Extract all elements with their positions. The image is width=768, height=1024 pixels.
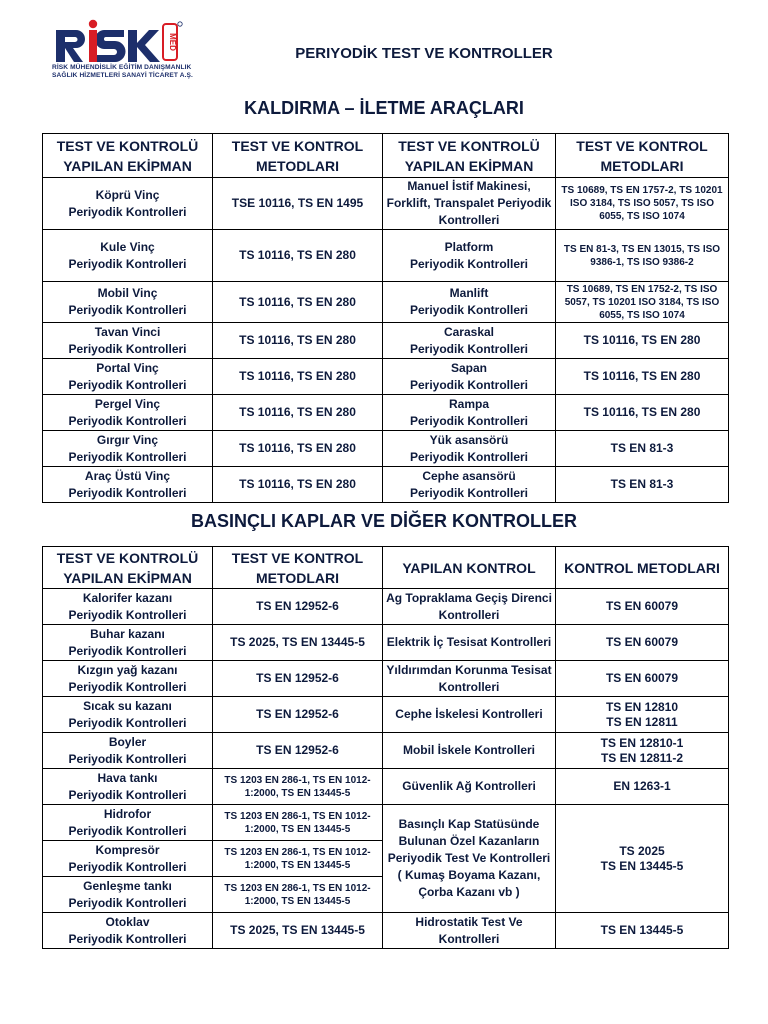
control-method-cell: TS 2025 TS EN 13445-5 [556, 805, 729, 913]
method-cell: TS 2025, TS EN 13445-5 [213, 625, 383, 661]
logo-line-1: RİSK MÜHENDİSLİK EĞİTİM DANIŞMANLIK [52, 64, 192, 71]
control-cell: Ag Topraklama Geçiş Direnci Kontrolleri [383, 589, 556, 625]
equipment-cell: Cephe asansörü Periyodik Kontrolleri [383, 467, 556, 503]
method-cell: TS EN 12952-6 [213, 661, 383, 697]
control-method-cell: TS EN 60079 [556, 625, 729, 661]
header-control-methods: KONTROL METODLARI [556, 547, 729, 589]
control-cell: Basınçlı Kap Statüsünde Bulunan Özel Kazanların Periyodik Test Ve Kontrolleri ( Kumaş Boyama Kazanı, Çorba Kazanı vb ) [383, 805, 556, 913]
equipment-cell: Hava tankı Periyodik Kontrolleri [43, 769, 213, 805]
header-methods: TEST VE KONTROL METODLARI [213, 547, 383, 589]
equipment-cell: Köprü Vinç Periyodik Kontrolleri [43, 178, 213, 230]
table-row [43, 467, 729, 503]
table-row [43, 625, 729, 661]
header-control: YAPILAN KONTROL [383, 547, 556, 589]
control-cell: Hidrostatik Test Ve Kontrolleri [383, 913, 556, 949]
method-cell: TS 2025, TS EN 13445-5 [213, 913, 383, 949]
control-method-cell: TS EN 12810 TS EN 12811 [556, 697, 729, 733]
method-cell: TS 10116, TS EN 280 [213, 230, 383, 282]
equipment-cell: Otoklav Periyodik Kontrolleri [43, 913, 213, 949]
table-row [43, 769, 729, 805]
equipment-cell: Caraskal Periyodik Kontrolleri [383, 323, 556, 359]
method-cell: TS 10689, TS EN 1757-2, TS 10201 ISO 3184, TS ISO 5057, TS ISO 6055, TS ISO 1074 [556, 178, 729, 230]
equipment-cell: Platform Periyodik Kontrolleri [383, 230, 556, 282]
equipment-cell: Hidrofor Periyodik Kontrolleri [43, 805, 213, 841]
header-equipment: TEST VE KONTROLÜ YAPILAN EKİPMAN [43, 134, 213, 178]
pressure-vessels-table [42, 546, 729, 949]
equipment-cell: Sapan Periyodik Kontrolleri [383, 359, 556, 395]
page-title: PERIYODİK TEST VE KONTROLLER [295, 45, 553, 62]
method-cell: TS 10116, TS EN 280 [213, 395, 383, 431]
equipment-cell: Kalorifer kazanı Periyodik Kontrolleri [43, 589, 213, 625]
logo-subtitle [52, 64, 193, 80]
equipment-cell: Portal Vinç Periyodik Kontrolleri [43, 359, 213, 395]
method-cell: TS EN 81-3, TS EN 13015, TS ISO 9386-1, TS ISO 9386-2 [556, 230, 729, 282]
table-header-row [43, 547, 729, 589]
table-row [43, 323, 729, 359]
method-cell: TS 10116, TS EN 280 [556, 323, 729, 359]
table-row [43, 589, 729, 625]
control-method-cell: TS EN 12810-1 TS EN 12811-2 [556, 733, 729, 769]
table-row [43, 805, 729, 841]
table-row [43, 359, 729, 395]
table-row [43, 661, 729, 697]
control-cell: Güvenlik Ağ Kontrolleri [383, 769, 556, 805]
method-cell: TS EN 81-3 [556, 467, 729, 503]
equipment-cell: Araç Üstü Vinç Periyodik Kontrolleri [43, 467, 213, 503]
table-row [43, 178, 729, 230]
method-cell: TS 1203 EN 286-1, TS EN 1012-1:2000, TS EN 13445-5 [213, 805, 383, 841]
method-cell: TS 10689, TS EN 1752-2, TS ISO 5057, TS 10201 ISO 3184, TS ISO 6055, TS ISO 1074 [556, 282, 729, 323]
equipment-cell: Gırgır Vinç Periyodik Kontrolleri [43, 431, 213, 467]
logo-mark-text: MED [168, 33, 177, 51]
section-2-title: BASINÇLI KAPLAR VE DİĞER KONTROLLER [190, 511, 577, 531]
control-cell: Elektrik İç Tesisat Kontrolleri [383, 625, 556, 661]
method-cell: TS 10116, TS EN 280 [556, 395, 729, 431]
table-row [43, 697, 729, 733]
section-1-title: KALDIRMA – İLETME ARAÇLARI [244, 98, 524, 118]
equipment-cell: Rampa Periyodik Kontrolleri [383, 395, 556, 431]
table-row [43, 395, 729, 431]
equipment-cell: Manuel İstif Makinesi, Forklift, Transpalet Periyodik Kontrolleri [383, 178, 556, 230]
table-header-row [43, 134, 729, 178]
control-method-cell: EN 1263-1 [556, 769, 729, 805]
method-cell: TS 10116, TS EN 280 [556, 359, 729, 395]
control-method-cell: TS EN 13445-5 [556, 913, 729, 949]
table-row [43, 230, 729, 282]
header-equipment: TEST VE KONTROLÜ YAPILAN EKİPMAN [383, 134, 556, 178]
method-cell: TS 10116, TS EN 280 [213, 323, 383, 359]
control-method-cell: TS EN 60079 [556, 661, 729, 697]
method-cell: TS 10116, TS EN 280 [213, 431, 383, 467]
method-cell: TS 10116, TS EN 280 [213, 282, 383, 323]
header-equipment: TEST VE KONTROLÜ YAPILAN EKİPMAN [43, 547, 213, 589]
equipment-cell: Kule Vinç Periyodik Kontrolleri [43, 230, 213, 282]
equipment-cell: Manlift Periyodik Kontrolleri [383, 282, 556, 323]
equipment-cell: Genleşme tankı Periyodik Kontrolleri [43, 877, 213, 913]
table-row [43, 282, 729, 323]
table-row [43, 431, 729, 467]
header-methods: TEST VE KONTROL METODLARI [556, 134, 729, 178]
method-cell: TS 10116, TS EN 280 [213, 467, 383, 503]
method-cell: TS 10116, TS EN 280 [213, 359, 383, 395]
lifting-equipment-table [42, 133, 729, 503]
method-cell: TS EN 12952-6 [213, 589, 383, 625]
equipment-cell: Pergel Vinç Periyodik Kontrolleri [43, 395, 213, 431]
equipment-cell: Yük asansörü Periyodik Kontrolleri [383, 431, 556, 467]
control-method-cell: TS EN 60079 [556, 589, 729, 625]
header-methods: TEST VE KONTROL METODLARI [213, 134, 383, 178]
table-row [43, 913, 729, 949]
method-cell: TS 1203 EN 286-1, TS EN 1012-1:2000, TS EN 13445-5 [213, 769, 383, 805]
control-cell: Cephe İskelesi Kontrolleri [383, 697, 556, 733]
control-cell: Mobil İskele Kontrolleri [383, 733, 556, 769]
equipment-cell: Mobil Vinç Periyodik Kontrolleri [43, 282, 213, 323]
method-cell: TS 1203 EN 286-1, TS EN 1012-1:2000, TS EN 13445-5 [213, 877, 383, 913]
logo-line-2: SAĞLIK HİZMETLERİ SANAYİ TİCARET A.Ş. [52, 72, 193, 79]
method-cell: TS EN 12952-6 [213, 697, 383, 733]
control-cell: Yıldırımdan Korunma Tesisat Kontrolleri [383, 661, 556, 697]
equipment-cell: Boyler Periyodik Kontrolleri [43, 733, 213, 769]
method-cell: TS EN 81-3 [556, 431, 729, 467]
equipment-cell: Sıcak su kazanı Periyodik Kontrolleri [43, 697, 213, 733]
method-cell: TS 1203 EN 286-1, TS EN 1012-1:2000, TS EN 13445-5 [213, 841, 383, 877]
equipment-cell: Kızgın yağ kazanı Periyodik Kontrolleri [43, 661, 213, 697]
method-cell: TS EN 12952-6 [213, 733, 383, 769]
equipment-cell: Kompresör Periyodik Kontrolleri [43, 841, 213, 877]
method-cell: TSE 10116, TS EN 1495 [213, 178, 383, 230]
table-row [43, 733, 729, 769]
equipment-cell: Buhar kazanı Periyodik Kontrolleri [43, 625, 213, 661]
equipment-cell: Tavan Vinci Periyodik Kontrolleri [43, 323, 213, 359]
